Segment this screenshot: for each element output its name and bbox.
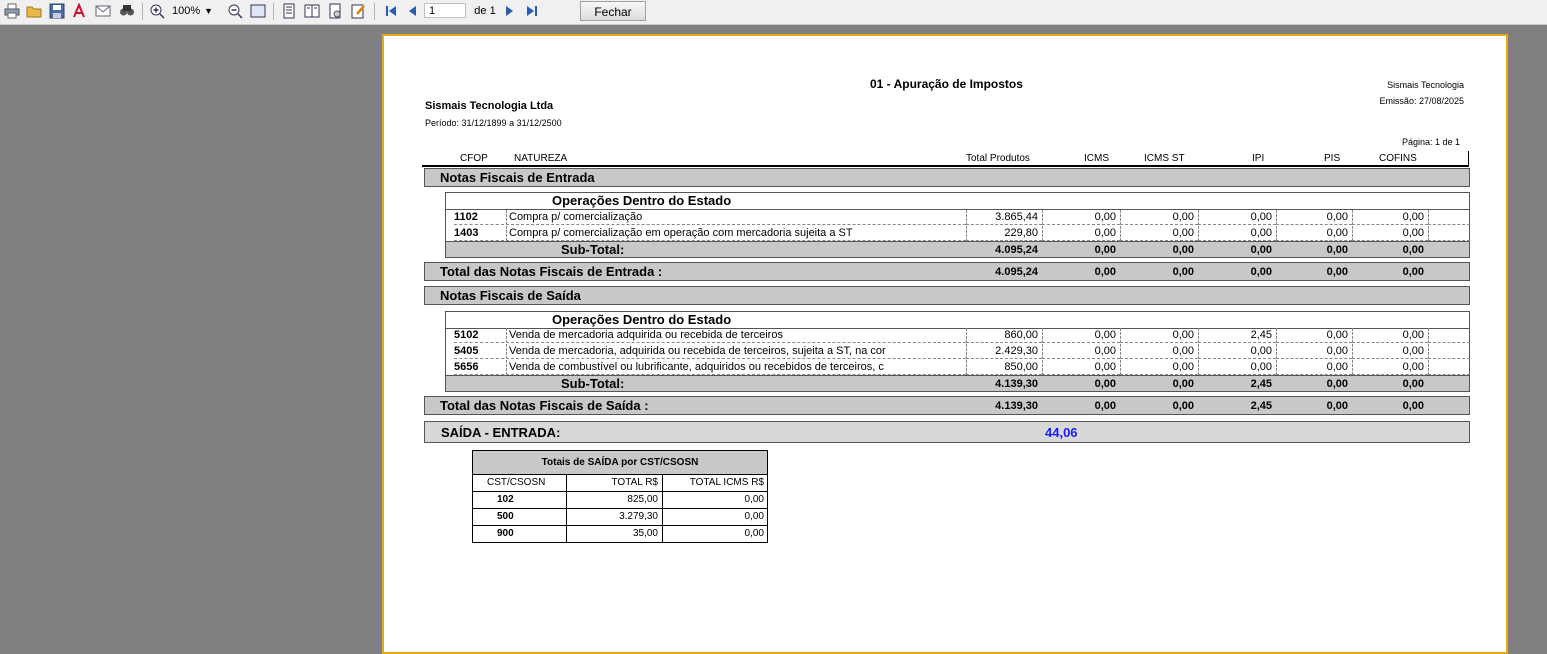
edit-icon[interactable] [349, 2, 367, 20]
natureza-cell: Venda de combustível ou lubrificante, adquiridos ou recebidos de terceiros, c [506, 360, 966, 375]
pdf-icon[interactable] [70, 2, 88, 20]
total-ipi: 2,45 [1250, 400, 1272, 412]
section-entrada-title: Notas Fiscais de Entrada [440, 170, 595, 185]
zoom-out-icon[interactable] [226, 2, 244, 20]
subtotal-icms: 0,00 [1094, 378, 1116, 390]
col-total-produtos: Total Produtos [966, 153, 1030, 164]
cst-cell: 900 [473, 526, 567, 542]
pis-cell: 0,00 [1276, 344, 1352, 359]
first-page-icon[interactable] [382, 2, 400, 20]
subtotal-entrada [445, 241, 1470, 258]
table-row [445, 360, 1470, 376]
table-row [445, 328, 1470, 344]
icms-cell: 0,00 [1042, 226, 1120, 241]
subtotal-ipi: 0,00 [1250, 244, 1272, 256]
period-label: Período: 31/12/1899 a 31/12/2500 [425, 118, 562, 128]
col-pis: PIS [1324, 153, 1341, 164]
icms-cell: 0,00 [1042, 210, 1120, 225]
col-cofins: COFINS [1379, 153, 1417, 164]
natureza-cell: Venda de mercadoria, adquirida ou recebida de terceiros, sujeita a ST, na cor [506, 344, 966, 359]
subtotal-saida [445, 375, 1470, 392]
cfop-cell: 5102 [454, 328, 504, 343]
open-folder-icon[interactable] [25, 2, 43, 20]
total-produtos-cell: 3.865,44 [966, 210, 1042, 225]
two-page-icon[interactable] [303, 2, 321, 20]
icms-cell: 0,00 [1042, 328, 1120, 343]
natureza-cell: Venda de mercadoria adquirida ou recebida de terceiros [506, 328, 966, 343]
cofins-cell: 0,00 [1352, 210, 1428, 225]
empty-cell [1428, 226, 1470, 241]
table-row [445, 344, 1470, 360]
pis-cell: 0,00 [1276, 328, 1352, 343]
cofins-cell: 0,00 [1352, 344, 1428, 359]
total-pis: 0,00 [1326, 266, 1348, 278]
natureza-cell: Compra p/ comercialização em operação com mercadoria sujeita a ST [506, 226, 966, 241]
cfop-cell: 5656 [454, 360, 504, 375]
pis-cell: 0,00 [1276, 360, 1352, 375]
section-entrada [424, 168, 1470, 187]
icms-cell: 0,00 [1042, 360, 1120, 375]
header-right-company: Sismais Tecnologia [1387, 80, 1464, 90]
icms-st-cell: 0,00 [1120, 328, 1198, 343]
cofins-cell: 0,00 [1352, 226, 1428, 241]
table-row [445, 210, 1470, 226]
subtotal-ipi: 2,45 [1250, 378, 1272, 390]
column-header-row [422, 151, 1469, 167]
icms-st-cell: 0,00 [1120, 210, 1198, 225]
section-saida [424, 286, 1470, 305]
single-page-icon[interactable] [280, 2, 298, 20]
total-icms-cell: 0,00 [744, 511, 764, 522]
subtotal-label: Sub-Total: [561, 242, 625, 257]
icms-st-cell: 0,00 [1120, 226, 1198, 241]
total-entrada-label: Total das Notas Fiscais de Entrada : [440, 264, 663, 279]
subsection-saida-title: Operações Dentro do Estado [552, 312, 732, 327]
total-icms: 0,00 [1094, 400, 1116, 412]
total-icms-cell: 0,00 [744, 494, 764, 505]
pis-cell: 0,00 [1276, 210, 1352, 225]
save-icon[interactable] [48, 2, 66, 20]
cst-table-title: Totais de SAÍDA por CST/CSOSN [473, 451, 767, 475]
total-entrada [424, 262, 1470, 281]
total-saida-label: Total das Notas Fiscais de Saída : [440, 398, 649, 413]
subtotal-icms-st: 0,00 [1172, 378, 1194, 390]
find-icon[interactable] [118, 2, 136, 20]
subtotal-icms-st: 0,00 [1172, 244, 1194, 256]
total-cofins: 0,00 [1402, 266, 1424, 278]
total-total-produtos: 4.095,24 [995, 266, 1038, 278]
table-row [473, 509, 767, 526]
emission-date: Emissão: 27/08/2025 [1379, 96, 1464, 106]
total-saida [424, 396, 1470, 415]
col-icms: ICMS [1084, 153, 1109, 164]
total-cell: 3.279,30 [567, 509, 663, 525]
total-col-header: TOTAL R$ [567, 475, 663, 491]
saida-entrada-value: 44,06 [1045, 425, 1078, 440]
printer-icon[interactable] [3, 2, 21, 20]
last-page-icon[interactable] [523, 2, 541, 20]
toolbar [0, 0, 1547, 25]
close-button[interactable]: Fechar [580, 1, 646, 21]
total-cofins: 0,00 [1402, 400, 1424, 412]
ipi-cell: 0,00 [1198, 210, 1276, 225]
pis-cell: 0,00 [1276, 226, 1352, 241]
total-produtos-cell: 229,80 [966, 226, 1042, 241]
empty-cell [1428, 344, 1470, 359]
cst-header-row [473, 475, 767, 492]
col-ipi: IPI [1252, 153, 1265, 164]
cst-totals-table [472, 450, 768, 543]
cofins-cell: 0,00 [1352, 328, 1428, 343]
section-saida-title: Notas Fiscais de Saída [440, 288, 581, 303]
ipi-cell: 0,00 [1198, 226, 1276, 241]
page-setup-icon[interactable] [326, 2, 344, 20]
company-name: Sismais Tecnologia Ltda [425, 100, 554, 112]
subtotal-icms: 0,00 [1094, 244, 1116, 256]
subtotal-cofins: 0,00 [1402, 378, 1424, 390]
subtotal-label: Sub-Total: [561, 376, 625, 391]
ipi-cell: 0,00 [1198, 344, 1276, 359]
subtotal-pis: 0,00 [1326, 244, 1348, 256]
total-produtos-cell: 850,00 [966, 360, 1042, 375]
subtotal-cofins: 0,00 [1402, 244, 1424, 256]
col-natureza: NATUREZA [514, 153, 568, 164]
next-page-icon[interactable] [501, 2, 519, 20]
zoom-select[interactable]: 100% ▼ [172, 2, 224, 20]
page-number-input[interactable]: 1 [424, 3, 466, 18]
icms-st-cell: 0,00 [1120, 344, 1198, 359]
total-icms-cell: 0,00 [744, 528, 764, 539]
total-cell: 825,00 [567, 492, 663, 508]
zoom-in-icon[interactable] [148, 2, 166, 20]
cst-cell: 500 [473, 509, 567, 525]
total-cell: 35,00 [567, 526, 663, 542]
report-page [382, 34, 1508, 654]
total-icms: 0,00 [1094, 266, 1116, 278]
prev-page-icon[interactable] [403, 2, 421, 20]
empty-cell [1428, 328, 1470, 343]
col-icms-st: ICMS ST [1144, 153, 1185, 164]
subsection-saida [445, 311, 1470, 329]
empty-cell [1428, 360, 1470, 375]
total-ipi: 0,00 [1250, 266, 1272, 278]
total-icms-st: 0,00 [1172, 400, 1194, 412]
total-pis: 0,00 [1326, 400, 1348, 412]
col-cfop: CFOP [460, 153, 488, 164]
full-page-icon[interactable] [249, 2, 267, 20]
natureza-cell: Compra p/ comercialização [506, 210, 966, 225]
subtotal-pis: 0,00 [1326, 378, 1348, 390]
table-row [473, 526, 767, 542]
subtotal-total-produtos: 4.139,30 [995, 378, 1038, 390]
subtotal-total-produtos: 4.095,24 [995, 244, 1038, 256]
empty-cell [1428, 210, 1470, 225]
total-total-produtos: 4.139,30 [995, 400, 1038, 412]
table-row [445, 226, 1470, 242]
total-icms-col-header: TOTAL ICMS R$ [689, 477, 764, 488]
cst-cell: 102 [473, 492, 567, 508]
ipi-cell: 2,45 [1198, 328, 1276, 343]
chevron-down-icon: ▼ [204, 6, 214, 16]
cofins-cell: 0,00 [1352, 360, 1428, 375]
email-icon[interactable] [94, 2, 112, 20]
cst-col-header: CST/CSOSN [473, 475, 567, 491]
cfop-cell: 1403 [454, 226, 504, 241]
cfop-cell: 1102 [454, 210, 504, 225]
saida-entrada-row [424, 421, 1470, 443]
subsection-entrada-title: Operações Dentro do Estado [552, 193, 732, 208]
page-count-label: de 1 [474, 5, 496, 17]
cfop-cell: 5405 [454, 344, 504, 359]
subsection-entrada [445, 192, 1470, 210]
icms-cell: 0,00 [1042, 344, 1120, 359]
icms-st-cell: 0,00 [1120, 360, 1198, 375]
table-row [473, 492, 767, 509]
report-title: 01 - Apuração de Impostos [870, 77, 1023, 91]
total-produtos-cell: 860,00 [966, 328, 1042, 343]
ipi-cell: 0,00 [1198, 360, 1276, 375]
page-indicator: Página: 1 de 1 [1401, 137, 1460, 147]
total-produtos-cell: 2.429,30 [966, 344, 1042, 359]
total-icms-st: 0,00 [1172, 266, 1194, 278]
saida-entrada-label: SAÍDA - ENTRADA: [441, 425, 561, 440]
